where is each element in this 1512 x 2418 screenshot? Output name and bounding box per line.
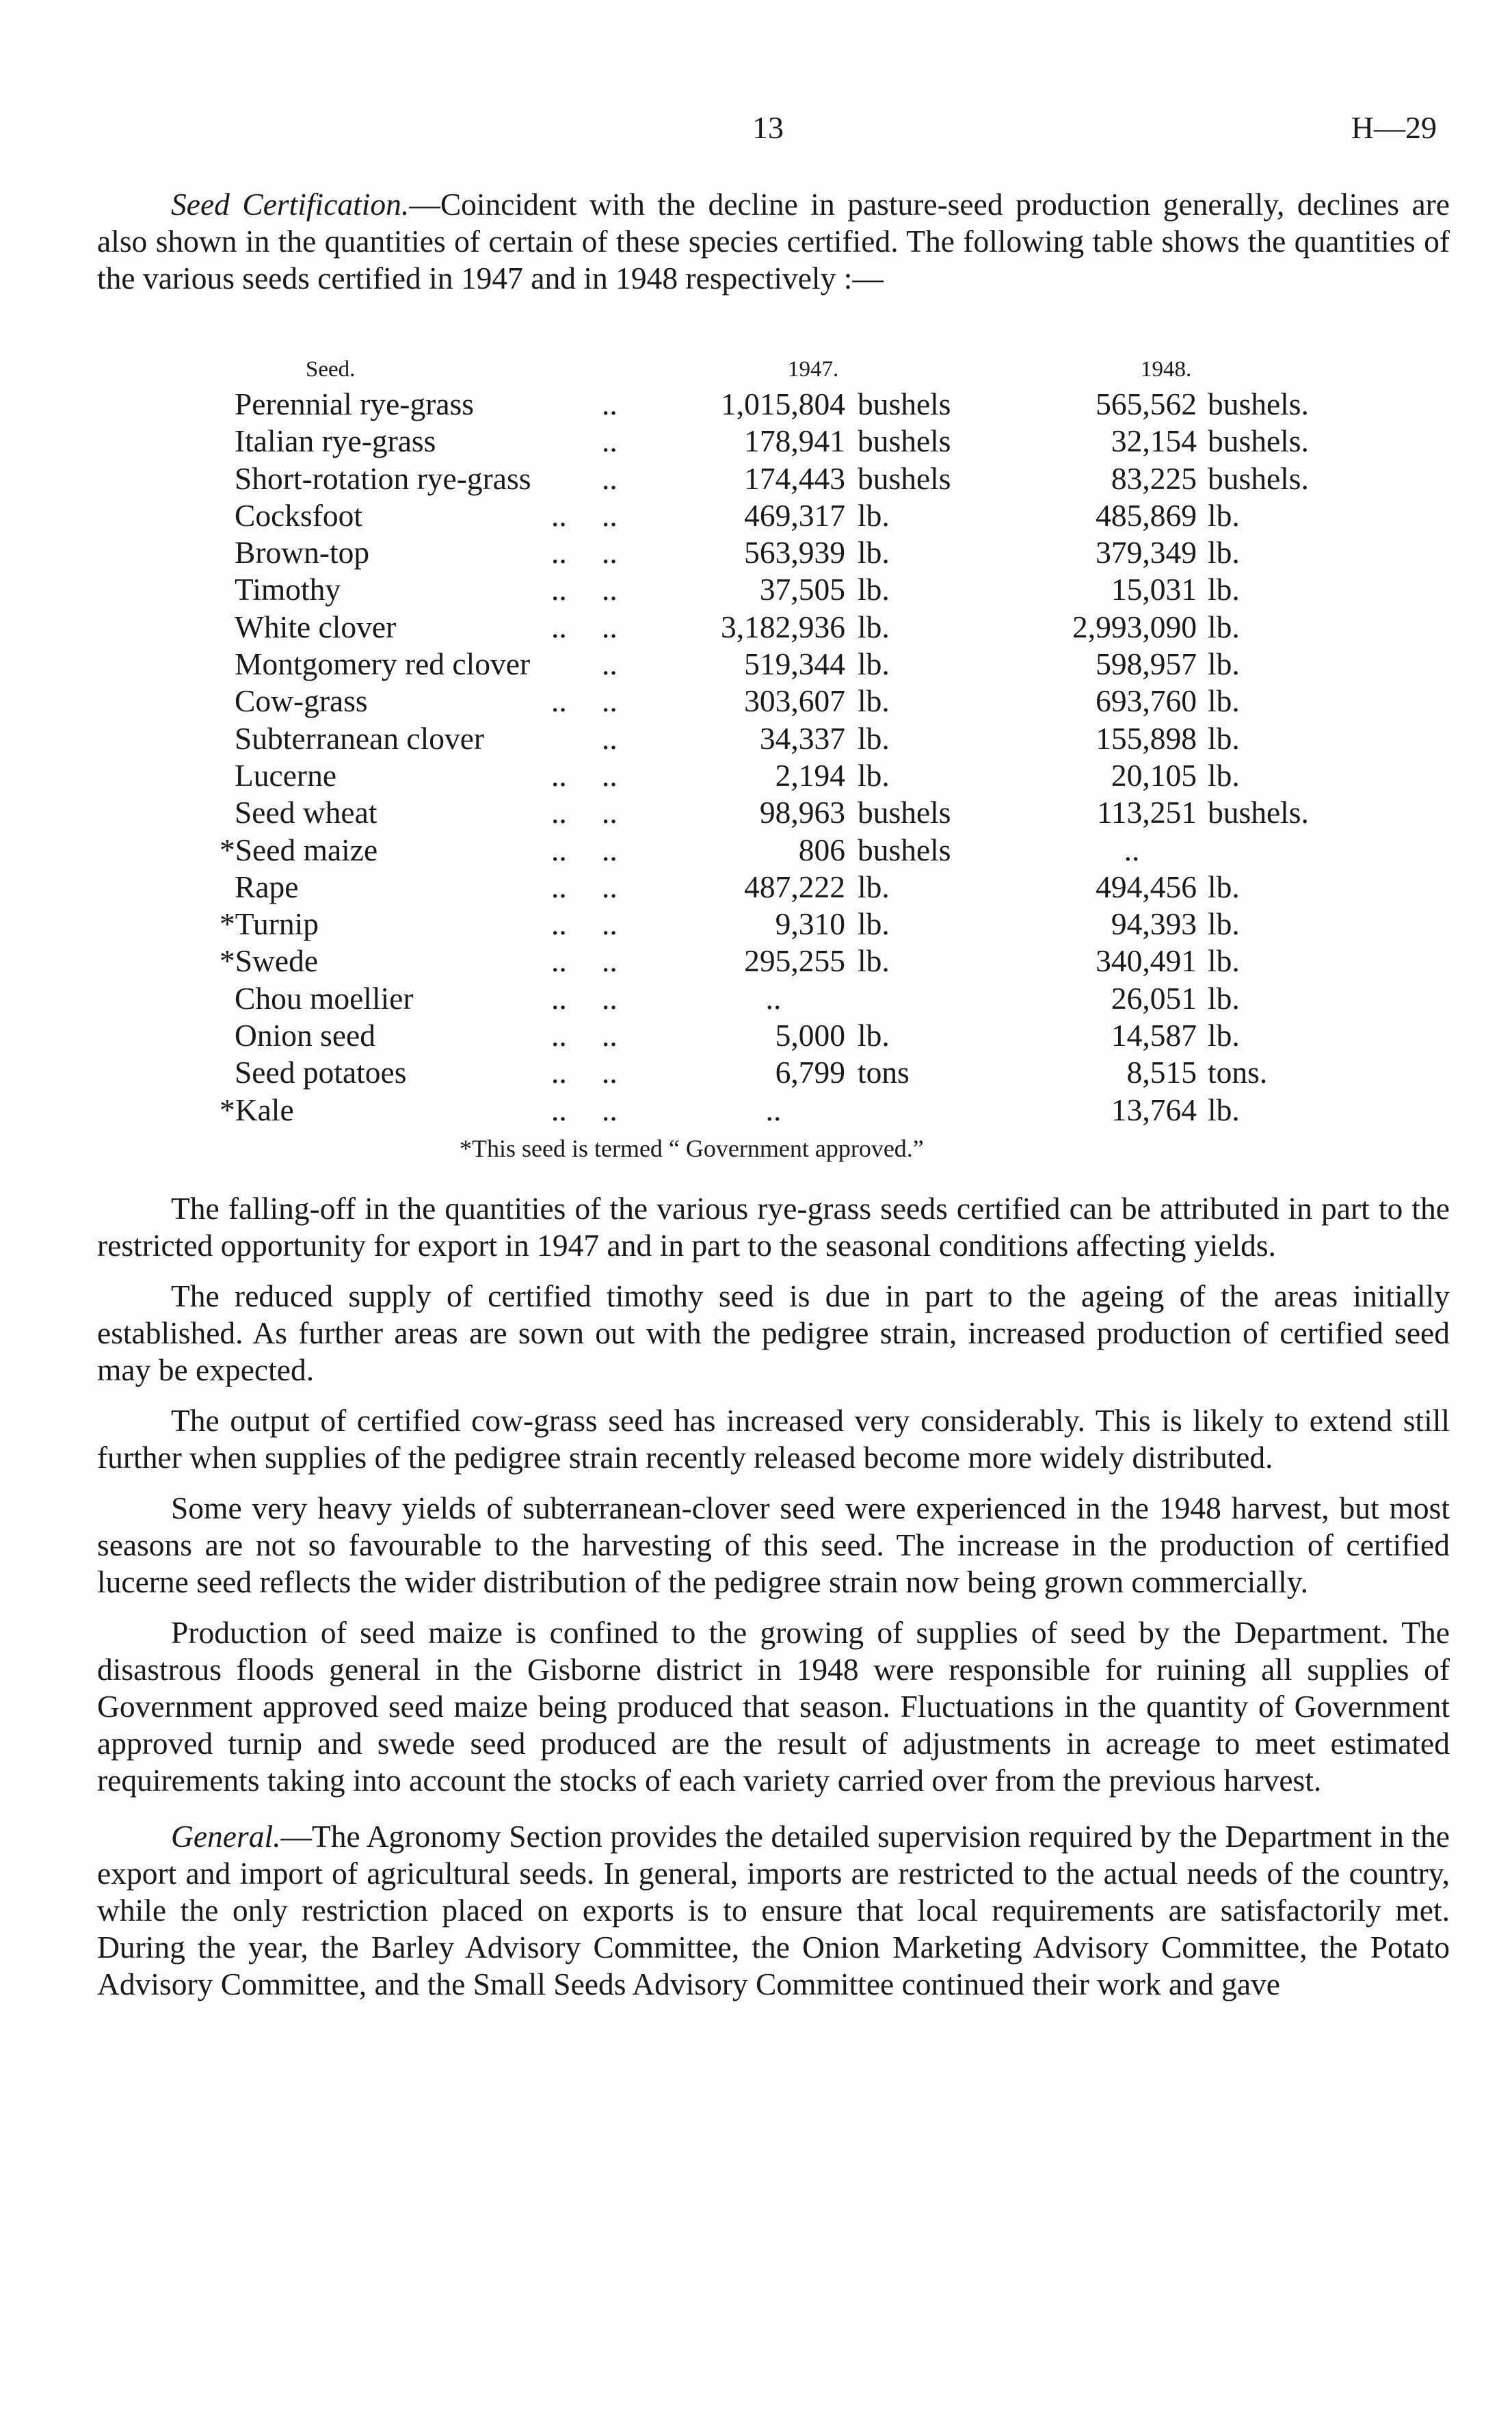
unit-1948: lb. [1208, 757, 1240, 793]
paragraph-seed-maize: Production of seed maize is confined to the growing of supplies of seed by the Department. The disastrous floods general in the Gisborne district in 1948 were responsible for ruining all supplies of Government approved seed maize being produced that season. Fluctuations in the quantity of Government approved turnip and swede seed produced are the result of adjustments in acreage to meet estimated requirements taking into account the stocks of each variety carried over from the previous harvest. [97, 1615, 1450, 1798]
value-1948: 26,051 [1111, 980, 1197, 1016]
value-1948: 113,251 [1096, 795, 1197, 830]
leader-dots: .. [602, 720, 618, 756]
value-1947: 174,443 [744, 460, 845, 496]
value-1948: .. [1124, 832, 1140, 867]
seed-name: Short-rotation rye-grass [235, 460, 531, 496]
leader-dots: .. [602, 646, 618, 682]
value-1948: 598,957 [1096, 646, 1197, 682]
value-1948: 340,491 [1096, 943, 1197, 979]
general-text: —The Agronomy Section provides the detailed supervision required by the Department in the export and import of agricultural seeds. In general, imports are restricted to the actual needs of the country, while the only restriction placed on exports is to ensure that local requirements are satisfactorily met. During the year, the Barley Advisory Committee, the Onion Marketing Advisory Committee, the Potato Advisory Committee, and the Small Seeds Advisory Committee continued their work and gave [97, 1819, 1450, 2001]
value-1948: 485,869 [1096, 497, 1197, 533]
seed-name: Montgomery red clover [235, 646, 531, 682]
paragraph-timothy: The reduced supply of certified timothy seed is due in part to the ageing of the areas initially established. As further areas are sown out with the pedigree strain, increased production of certified seed may be expected. [97, 1278, 1450, 1387]
unit-1947: lb. [858, 720, 890, 756]
unit-1947: bushels [858, 832, 951, 867]
table-row [0, 794, 1512, 831]
unit-1948: lb. [1208, 869, 1240, 904]
page-header [0, 109, 1512, 150]
leader-dots: .. [551, 609, 567, 644]
unit-1948: bushels. [1208, 423, 1309, 459]
seed-name: Italian rye-grass [235, 423, 436, 459]
seed-name: Brown-top [235, 535, 370, 570]
table-row [0, 906, 1512, 943]
leader-dots: .. [551, 683, 567, 719]
value-1947: 5,000 [775, 1018, 845, 1053]
unit-1948: lb. [1208, 1092, 1240, 1127]
unit-1947: lb. [858, 943, 890, 979]
seed-name: White clover [235, 609, 397, 644]
leader-dots: .. [602, 572, 618, 607]
table-row [0, 571, 1512, 608]
leader-dots: .. [602, 423, 618, 459]
value-1947: 2,194 [775, 757, 845, 793]
unit-1948: lb. [1208, 609, 1240, 644]
leader-dots: .. [602, 1018, 618, 1053]
unit-1948: lb. [1208, 906, 1240, 942]
leader-dots: .. [551, 906, 567, 942]
leader-dots: .. [602, 869, 618, 904]
seed-name: Lucerne [235, 757, 337, 793]
unit-1948: tons. [1208, 1055, 1268, 1090]
value-1947: .. [765, 1092, 782, 1127]
value-1948: 494,456 [1096, 869, 1197, 904]
seed-name: Subterranean clover [235, 720, 485, 756]
unit-1947: lb. [858, 646, 890, 682]
unit-1948: lb. [1208, 572, 1240, 607]
unit-1948: lb. [1208, 646, 1240, 682]
table-row [0, 609, 1512, 646]
paragraph-cow-grass: The output of certified cow-grass seed has increased very considerably. This is likely to extend still further when supplies of the pedigree strain recently released become more widely distributed. [97, 1403, 1450, 1475]
value-1947: 487,222 [744, 869, 845, 904]
leader-dots: .. [551, 572, 567, 607]
unit-1948: bushels. [1208, 460, 1309, 496]
table-row [0, 1054, 1512, 1091]
seed-name: Timothy [235, 572, 341, 607]
unit-1948: lb. [1208, 980, 1240, 1016]
value-1948: 565,562 [1096, 386, 1197, 421]
unit-1947: bushels [858, 423, 951, 459]
seed-name: *Swede [220, 943, 319, 979]
table-row [0, 386, 1512, 423]
leader-dots: .. [551, 795, 567, 830]
column-header-1948: 1948. [1141, 357, 1192, 382]
leader-dots: .. [602, 1092, 618, 1127]
table-row [0, 980, 1512, 1017]
unit-1947: bushels [858, 386, 951, 421]
leader-dots: .. [551, 980, 567, 1016]
leader-dots: .. [602, 906, 618, 942]
unit-1947: lb. [858, 497, 890, 533]
unit-1948: lb. [1208, 497, 1240, 533]
unit-1947: lb. [858, 572, 890, 607]
unit-1947: lb. [858, 609, 890, 644]
seed-certification-table [0, 350, 1512, 1129]
leader-dots: .. [551, 943, 567, 979]
leader-dots: .. [551, 869, 567, 904]
table-row [0, 1092, 1512, 1129]
leader-dots: .. [551, 497, 567, 533]
value-1947: 34,337 [759, 720, 845, 756]
value-1947: 295,255 [744, 943, 845, 979]
seed-name: *Turnip [220, 906, 319, 942]
value-1948: 8,515 [1126, 1055, 1197, 1090]
leader-dots: .. [602, 832, 618, 867]
table-footnote: *This seed is termed “ Government approved.” [460, 1135, 924, 1162]
value-1948: 13,764 [1111, 1092, 1197, 1127]
table-row [0, 460, 1512, 497]
leader-dots: .. [551, 1055, 567, 1090]
unit-1948: lb. [1208, 1018, 1240, 1053]
unit-1948: lb. [1208, 535, 1240, 570]
value-1948: 14,587 [1111, 1018, 1197, 1053]
leader-dots: .. [602, 1055, 618, 1090]
unit-1947: tons [858, 1055, 910, 1090]
seed-name: Cow-grass [235, 683, 368, 719]
intro-text: —Coincident with the decline in pasture-seed production generally, declines are also shown in the quantities of certain of these species certified. The following table shows the quantities of the various seeds certified in 1947 and in 1948 respectively :— [97, 187, 1450, 295]
seed-name: Seed potatoes [235, 1055, 407, 1090]
unit-1947: bushels [858, 795, 951, 830]
unit-1948: bushels. [1208, 795, 1309, 830]
value-1948: 32,154 [1111, 423, 1197, 459]
document-reference: H—29 [1351, 110, 1437, 145]
value-1948: 155,898 [1096, 720, 1197, 756]
value-1948: 379,349 [1096, 535, 1197, 570]
value-1947: 3,182,936 [721, 609, 845, 644]
unit-1947: lb. [858, 535, 890, 570]
table-header-row [0, 350, 1512, 386]
table-row [0, 646, 1512, 683]
seed-name: Chou moellier [235, 980, 414, 1016]
leader-dots: .. [602, 535, 618, 570]
table-row [0, 423, 1512, 460]
seed-name: *Seed maize [220, 832, 378, 867]
table-row [0, 1017, 1512, 1054]
seed-name: Perennial rye-grass [235, 386, 474, 421]
seed-name: Rape [235, 869, 299, 904]
value-1948: 20,105 [1111, 757, 1197, 793]
seed-name: *Kale [220, 1092, 294, 1127]
value-1947: 519,344 [744, 646, 845, 682]
unit-1947: lb. [858, 683, 890, 719]
leader-dots: .. [602, 609, 618, 644]
value-1947: 806 [798, 832, 845, 867]
unit-1947: lb. [858, 757, 890, 793]
leader-dots: .. [602, 497, 618, 533]
seed-name: Cocksfoot [235, 497, 363, 533]
leader-dots: .. [602, 386, 618, 421]
paragraph-rye-grass: The falling-off in the quantities of the various rye-grass seeds certified can be attributed in part to the restricted opportunity for export in 1947 and in part to the seasonal conditions affecting yields. [97, 1191, 1450, 1263]
value-1947: 37,505 [759, 572, 845, 607]
value-1948: 83,225 [1111, 460, 1197, 496]
table-row [0, 720, 1512, 757]
table-row [0, 869, 1512, 906]
intro-paragraph [97, 186, 1450, 297]
value-1947: 6,799 [775, 1055, 845, 1090]
value-1947: 303,607 [744, 683, 845, 719]
discussion-paragraphs [97, 1190, 1450, 2016]
table-row [0, 534, 1512, 571]
table-row [0, 757, 1512, 794]
value-1947: 1,015,804 [721, 386, 845, 421]
table-row [0, 832, 1512, 869]
value-1948: 2,993,090 [1072, 609, 1197, 644]
seed-name: Seed wheat [235, 795, 377, 830]
table-body [0, 386, 1512, 1129]
unit-1947: lb. [858, 869, 890, 904]
unit-1948: bushels. [1208, 386, 1309, 421]
value-1947: 178,941 [744, 423, 845, 459]
leader-dots: .. [602, 943, 618, 979]
leader-dots: .. [602, 757, 618, 793]
leader-dots: .. [602, 460, 618, 496]
seed-name: Onion seed [235, 1018, 375, 1053]
value-1947: 9,310 [775, 906, 845, 942]
paragraph-general [97, 1818, 1450, 2003]
value-1947: 563,939 [744, 535, 845, 570]
unit-1947: bushels [858, 460, 951, 496]
table-row [0, 497, 1512, 534]
table-row [0, 943, 1512, 980]
value-1948: 94,393 [1111, 906, 1197, 942]
leader-dots: .. [602, 683, 618, 719]
value-1947: 469,317 [744, 497, 845, 533]
leader-dots: .. [602, 795, 618, 830]
value-1947: .. [765, 980, 782, 1016]
leader-dots: .. [551, 832, 567, 867]
leader-dots: .. [551, 757, 567, 793]
column-header-seed: Seed. [306, 357, 356, 382]
section-heading-seed-certification: Seed Certification. [171, 187, 410, 222]
leader-dots: .. [551, 1092, 567, 1127]
value-1948: 693,760 [1096, 683, 1197, 719]
value-1948: 15,031 [1111, 572, 1197, 607]
unit-1947: lb. [858, 1018, 890, 1053]
leader-dots: .. [551, 535, 567, 570]
paragraph-subterranean-clover: Some very heavy yields of subterranean-clover seed were experienced in the 1948 harvest, but most seasons are not so favourable to the harvesting of this seed. The increase in the production of certified lucerne seed reflects the wider distribution of the pedigree strain now being grown commercially. [97, 1490, 1450, 1599]
unit-1948: lb. [1208, 683, 1240, 719]
value-1947: 98,963 [759, 795, 845, 830]
leader-dots: .. [602, 980, 618, 1016]
page-number: 13 [752, 110, 784, 145]
section-heading-general: General. [171, 1819, 281, 1854]
table-row [0, 683, 1512, 720]
unit-1948: lb. [1208, 943, 1240, 979]
column-header-1947: 1947. [788, 357, 839, 382]
unit-1947: lb. [858, 906, 890, 942]
unit-1948: lb. [1208, 720, 1240, 756]
leader-dots: .. [551, 1018, 567, 1053]
